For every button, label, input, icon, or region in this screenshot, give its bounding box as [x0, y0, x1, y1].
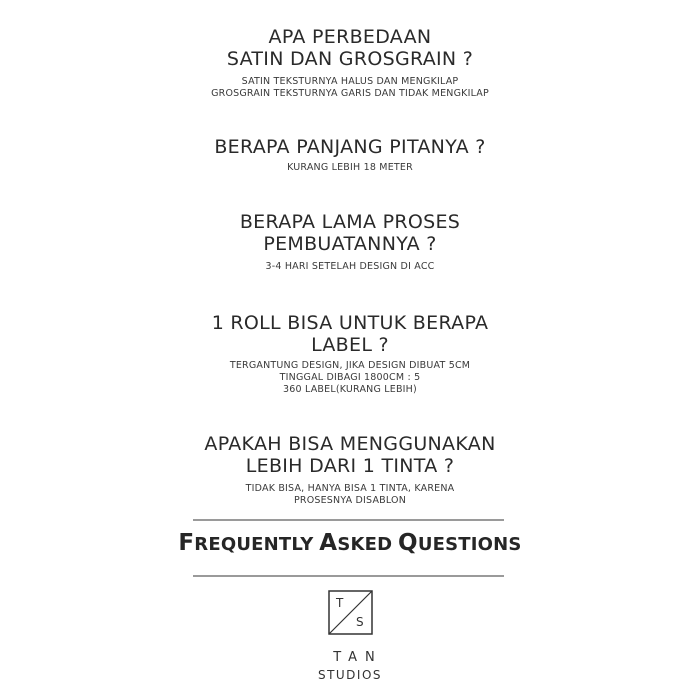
answer-line: 360 LABEL(KURANG LEBIH) [283, 384, 417, 395]
answer-line: TINGGAL DIBAGI 1800CM : 5 [279, 372, 421, 383]
brand-name: TAN [333, 650, 383, 665]
title-word: UESTIONS [417, 534, 522, 555]
faq-answer [0, 360, 700, 396]
faq-answer [0, 483, 700, 507]
question-line: LEBIH DARI 1 TINTA ? [245, 455, 455, 477]
divider-bottom [193, 575, 504, 577]
brand-subtitle: STUDIOS [317, 668, 383, 682]
question-line: BERAPA LAMA PROSES [239, 211, 461, 233]
faq-question [0, 312, 700, 356]
answer-line: SATIN TEKSTURNYA HALUS DAN MENGKILAP [241, 76, 459, 87]
section-title [0, 530, 700, 556]
title-word: SKED [337, 534, 393, 555]
answer-line: GROSGRAIN TEKSTURNYA GARIS DAN TIDAK MENGKILAP [211, 88, 489, 99]
question-line: APAKAH BISA MENGGUNAKAN [204, 433, 496, 455]
divider-top [193, 519, 504, 521]
faq-answer [0, 261, 700, 273]
question-line: 1 ROLL BISA UNTUK BERAPA [211, 312, 489, 334]
faq-item-lama-proses [0, 211, 700, 273]
question-line: LABEL ? [311, 334, 389, 356]
faq-item-panjang-pita [0, 136, 700, 174]
answer-line: 3-4 HARI SETELAH DESIGN DI ACC [265, 261, 435, 272]
question-line: BERAPA PANJANG PITANYA ? [214, 136, 486, 158]
title-word: REQUENTLY [194, 534, 314, 555]
faq-question [0, 211, 700, 255]
brand-logo [328, 590, 373, 635]
logo-letter-top: T [336, 596, 344, 610]
logo-frame-icon [328, 590, 373, 635]
question-line: APA PERBEDAAN [268, 26, 432, 48]
faq-item-satin-grosgrain [0, 26, 700, 100]
faq-question [0, 26, 700, 70]
faq-question [0, 136, 700, 158]
title-initial: A [319, 530, 338, 556]
faq-answer [0, 76, 700, 100]
answer-line: KURANG LEBIH 18 METER [287, 162, 413, 173]
answer-line: TIDAK BISA, HANYA BISA 1 TINTA, KARENA [245, 483, 455, 494]
title-initial: Q [398, 530, 418, 556]
question-line: SATIN DAN GROSGRAIN ? [226, 48, 474, 70]
answer-line: TERGANTUNG DESIGN, JIKA DESIGN DIBUAT 5CM [229, 360, 471, 371]
title-initial: F [178, 530, 195, 556]
faq-item-roll-label [0, 312, 700, 396]
question-line: PEMBUATANNYA ? [263, 233, 437, 255]
answer-line: PROSESNYA DISABLON [293, 495, 407, 506]
faq-question [0, 433, 700, 477]
faq-answer [0, 162, 700, 174]
logo-letter-bottom: S [356, 615, 364, 629]
faq-item-tinta [0, 433, 700, 507]
